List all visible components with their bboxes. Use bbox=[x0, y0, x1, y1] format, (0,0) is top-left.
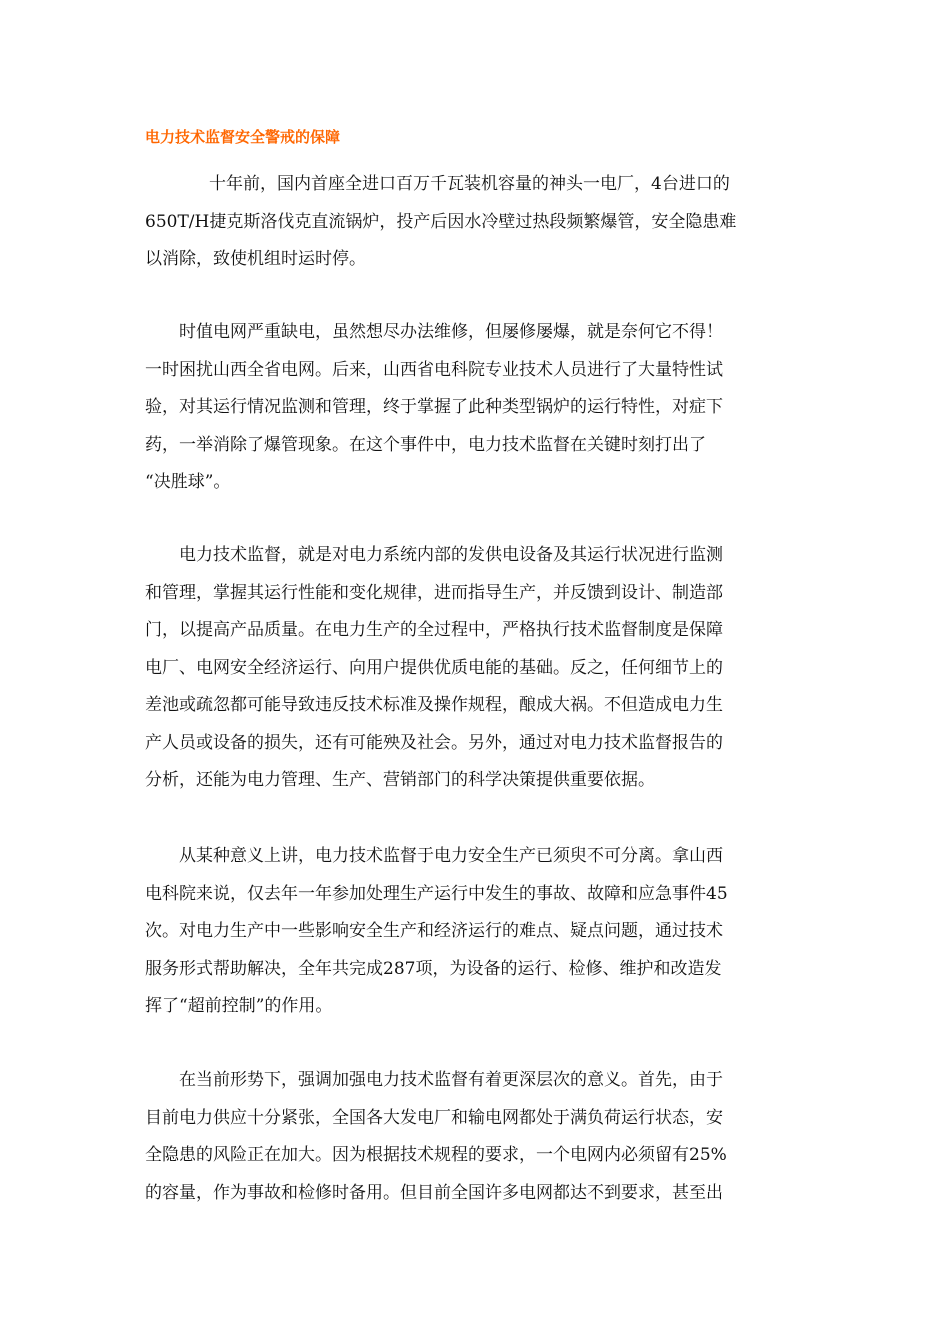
paragraph-1 bbox=[145, 166, 815, 279]
paragraph-line: 挥了“超前控制”的作用。 bbox=[145, 996, 333, 1016]
paragraph-line: 一时困扰山西全省电网。后来，山西省电科院专业技术人员进行了大量特性试 bbox=[145, 359, 723, 380]
paragraph-line: “决胜球”。 bbox=[145, 472, 231, 492]
paragraph-line: 以消除，致使机组时运时停。 bbox=[145, 249, 366, 269]
paragraph-line: 在当前形势下，强调加强电力技术监督有着更深层次的意义。首先，由于 bbox=[179, 1070, 723, 1090]
paragraph-line: 从某种意义上讲，电力技术监督于电力安全生产已须臾不可分离。拿山西 bbox=[179, 846, 723, 866]
article-title: 电力技术监督安全警戒的保障 bbox=[145, 128, 341, 146]
paragraph-3 bbox=[145, 537, 815, 800]
paragraph-5 bbox=[145, 1062, 815, 1212]
paragraph-2 bbox=[145, 314, 815, 502]
paragraph-line: 门，以提高产品质量。在电力生产的全过程中，严格执行技术监督制度是保障 bbox=[145, 620, 723, 640]
paragraph-line: 全隐患的风险正在加大。因为根据技术规程的要求，一个电网内必须留有25% bbox=[145, 1145, 727, 1165]
paragraph-4 bbox=[145, 838, 815, 1026]
paragraph-line: 时值电网严重缺电，虽然想尽办法维修，但屡修屡爆，就是奈何它不得！ bbox=[179, 322, 723, 342]
paragraph-line: 电科院来说，仅去年一年参加处理生产运行中发生的事故、故障和应急事件45 bbox=[145, 883, 728, 904]
paragraph-line: 差池或疏忽都可能导致违反技术标准及操作规程，酿成大祸。不但造成电力生 bbox=[145, 695, 723, 715]
paragraph-line: 目前电力供应十分紧张，全国各大发电厂和输电网都处于满负荷运行状态，安 bbox=[145, 1107, 723, 1128]
paragraph-line: 650T/H捷克斯洛伐克直流锅炉，投产后因水冷壁过热段频繁爆管，安全隐患难 bbox=[145, 211, 737, 232]
paragraph-line: 产人员或设备的损失，还有可能殃及社会。另外，通过对电力技术监督报告的 bbox=[145, 732, 723, 753]
paragraph-line: 电力技术监督，就是对电力系统内部的发供电设备及其运行状况进行监测 bbox=[179, 545, 723, 565]
paragraph-line: 十年前，国内首座全进口百万千瓦装机容量的神头一电厂，4台进口的 bbox=[209, 174, 730, 194]
paragraph-line: 的容量，作为事故和检修时备用。但目前全国许多电网都达不到要求，甚至出 bbox=[145, 1182, 723, 1203]
paragraph-line: 和管理，掌握其运行性能和变化规律，进而指导生产，并反馈到设计、制造部 bbox=[145, 582, 723, 603]
paragraph-line: 电厂、电网安全经济运行、向用户提供优质电能的基础。反之，任何细节上的 bbox=[145, 657, 723, 678]
paragraph-line: 药，一举消除了爆管现象。在这个事件中，电力技术监督在关键时刻打出了 bbox=[145, 434, 706, 455]
paragraph-line: 分析，还能为电力管理、生产、营销部门的科学决策提供重要依据。 bbox=[145, 770, 655, 790]
paragraph-line: 服务形式帮助解决，全年共完成287项，为设备的运行、检修、维护和改造发 bbox=[145, 958, 722, 979]
paragraph-line: 验，对其运行情况监测和管理，终于掌握了此种类型锅炉的运行特性，对症下 bbox=[145, 397, 723, 417]
paragraph-line: 次。对电力生产中一些影响安全生产和经济运行的难点、疑点问题，通过技术 bbox=[145, 921, 723, 941]
